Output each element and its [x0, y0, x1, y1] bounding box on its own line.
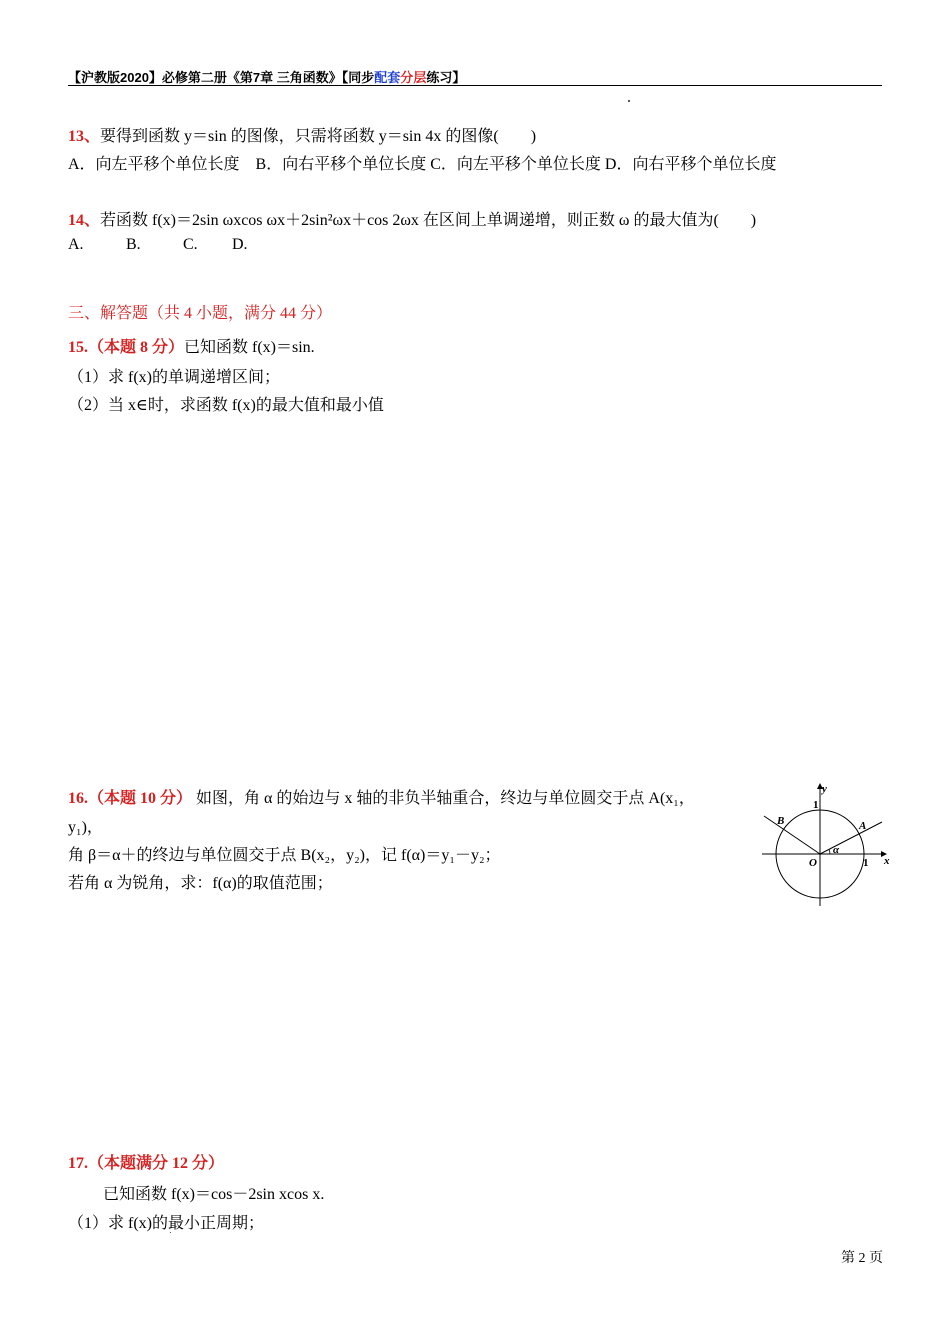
header-rule — [68, 85, 882, 86]
unit-circle-figure — [758, 778, 894, 910]
q14-option-c: C. — [183, 236, 198, 253]
question-16 — [68, 785, 695, 808]
q14-option-a: A. — [68, 236, 84, 253]
terminal-side-b — [764, 816, 820, 854]
q15-part-1: （1）求 f(x)的单调递增区间； — [68, 369, 280, 386]
alpha-arc — [829, 850, 830, 855]
question-15 — [68, 334, 315, 357]
q17-text: 已知函数 f(x)＝cos－2sin xcos x. — [103, 1186, 325, 1203]
q16-line-1: 如图，角 α 的始边与 x 轴的非负半轴重合，终边与单位圆交于点 A(x₁， — [196, 790, 695, 807]
section-title: 三、解答题（共 4 小题，满分 44 分） — [68, 305, 333, 322]
q14-text: 若函数 f(x)＝2sin ωxcos ωx＋2sin²ωx＋cos 2ωx 在区间上单调递增，则正数 ω 的最大值为( ) — [100, 212, 757, 229]
header-tao: 套 — [387, 70, 401, 85]
q15-text: 已知函数 f(x)＝sin. — [184, 339, 315, 356]
page-header: 【沪教版2020】必修第二册《第7章 三角函数》【同步配套分层练习】 — [68, 70, 466, 85]
terminal-side-a — [820, 822, 882, 854]
q13-number: 13、 — [68, 128, 101, 145]
header-ceng: 层 — [413, 70, 427, 85]
q16-line-2: y₁)， — [68, 819, 103, 836]
stray-dot — [628, 100, 630, 102]
q16-number: 16.（本题 10 分） — [68, 790, 193, 807]
x-label: x — [884, 855, 890, 867]
origin-label: O — [809, 857, 817, 869]
header-fen: 分 — [400, 70, 414, 85]
q14-option-b: B. — [126, 236, 141, 253]
q14-number: 14、 — [68, 212, 101, 229]
q15-number: 15.（本题 8 分） — [68, 339, 185, 356]
q15-part-2: （2）当 x∈时，求函数 f(x)的最大值和最小值 — [68, 397, 384, 414]
q13-text: 要得到函数 y＝sin 的图像，只需将函数 y＝sin 4x 的图像( ) — [100, 128, 537, 145]
q14-option-d: D. — [232, 236, 248, 253]
stray-dot-2 — [170, 1232, 171, 1233]
page-number: 第 2 页 — [841, 1251, 883, 1266]
question-13 — [68, 123, 536, 146]
point-b-label: B — [777, 815, 785, 827]
question-17 — [68, 1150, 224, 1173]
x-one-label: 1 — [863, 857, 869, 869]
point-a-label: A — [859, 820, 867, 832]
q16-line-3: 角 β＝α＋的终边与单位圆交于点 B(x₂，y₂)，记 f(α)＝y₁－y₂； — [68, 847, 501, 864]
alpha-label: α — [833, 844, 840, 856]
q13-options: A．向左平移个单位长度 B．向右平移个单位长度 C．向左平移个单位长度 D．向右平移个单位长度 — [68, 156, 777, 173]
q17-part-1: （1）求 f(x)的最小正周期； — [68, 1215, 264, 1232]
q17-number: 17.（本题满分 12 分） — [68, 1155, 225, 1172]
y-one-label: 1 — [813, 799, 819, 811]
header-pei: 配 — [374, 70, 388, 85]
y-label: y — [822, 783, 827, 795]
question-14 — [68, 207, 756, 230]
q16-line-4: 若角 α 为锐角，求：f(α)的取值范围； — [68, 875, 333, 892]
